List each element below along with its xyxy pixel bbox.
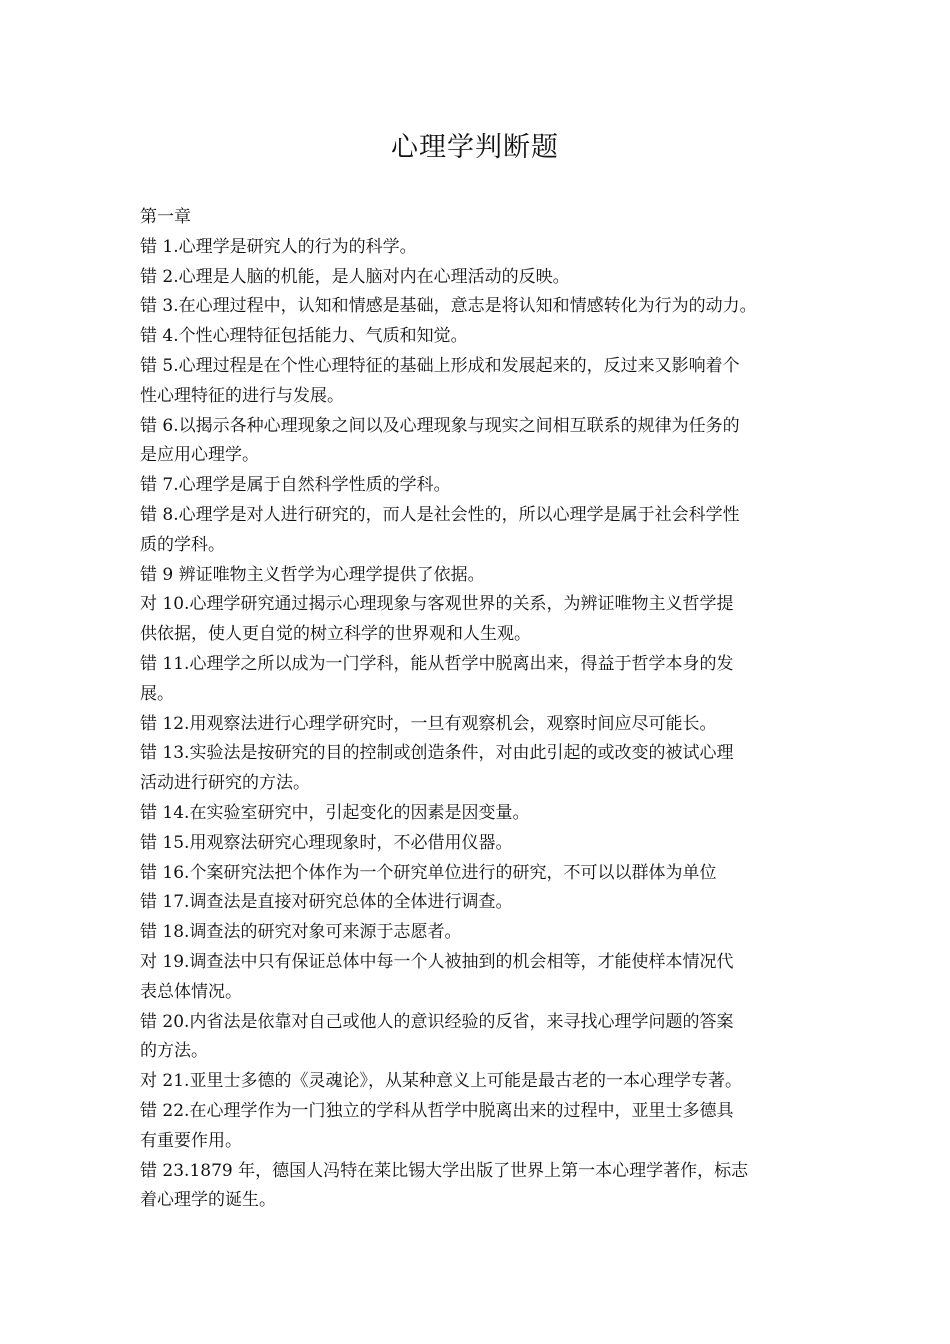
question-text-line: 是应用心理学。 xyxy=(140,445,259,466)
question-item xyxy=(140,322,830,352)
question-item xyxy=(140,561,830,591)
question-text-line: 错 8.心理学是对人进行研究的，而人是社会性的，所以心理学是属于社会科学性 xyxy=(140,504,740,525)
question-text-line: 错 16.个案研究法把个体作为一个研究单位进行的研究，不可以以群体为单位 xyxy=(140,862,717,883)
question-text-line: 的方法。 xyxy=(140,1041,208,1062)
question-item xyxy=(140,292,830,322)
question-text-line: 对 19.调查法中只有保证总体中每一个人被抽到的机会相等，才能使样本情况代 xyxy=(140,951,734,972)
question-text-line: 错 4.个性心理特征包括能力、气质和知觉。 xyxy=(140,326,468,347)
question-text-line: 着心理学的诞生。 xyxy=(140,1190,276,1211)
question-item xyxy=(140,352,830,412)
question-item xyxy=(140,1157,830,1217)
question-text-line: 错 13.实验法是按研究的目的控制或创造条件，对由此引起的或改变的被试心理 xyxy=(140,743,734,764)
question-item xyxy=(140,799,830,829)
question-text-line: 错 5.心理过程是在个性心理特征的基础上形成和发展起来的，反过来又影响着个 xyxy=(140,355,740,376)
question-text-line: 错 15.用观察法研究心理现象时，不必借用仪器。 xyxy=(140,832,513,853)
question-text-line: 错 11.心理学之所以成为一门学科，能从哲学中脱离出来，得益于哲学本身的发 xyxy=(140,653,734,674)
question-item xyxy=(140,590,830,650)
question-text-line: 错 9 辨证唯物主义哲学为心理学提供了依据。 xyxy=(140,564,485,585)
question-item xyxy=(140,263,830,293)
question-item xyxy=(140,948,830,1008)
question-text-line: 对 21.亚里士多德的《灵魂论》，从某种意义上可能是最古老的一本心理学专著。 xyxy=(140,1071,742,1092)
question-text-line: 错 3.在心理过程中，认知和情感是基础，意志是将认知和情感转化为行为的动力。 xyxy=(140,296,757,317)
question-item xyxy=(140,918,830,948)
question-item xyxy=(140,501,830,561)
question-text-line: 错 23.1879 年，德国人冯特在莱比锡大学出版了世界上第一本心理学著作，标志 xyxy=(140,1160,749,1181)
document-title: 心理学判断题 xyxy=(391,132,559,163)
question-text-line: 对 10.心理学研究通过揭示心理现象与客观世界的关系，为辨证唯物主义哲学提 xyxy=(140,594,734,615)
question-text-line: 错 18.调查法的研究对象可来源于志愿者。 xyxy=(140,922,462,943)
question-text-line: 错 1.心理学是研究人的行为的科学。 xyxy=(140,236,417,257)
question-text-line: 质的学科。 xyxy=(140,534,225,555)
question-text-line: 展。 xyxy=(140,683,174,704)
question-item xyxy=(140,233,830,263)
question-item xyxy=(140,710,830,740)
question-text-line: 性心理特征的进行与发展。 xyxy=(140,385,344,406)
question-item xyxy=(140,412,830,472)
question-text-line: 活动进行研究的方法。 xyxy=(140,773,310,794)
question-text-line: 错 20.内省法是依靠对自己或他人的意识经验的反省，来寻找心理学问题的答案 xyxy=(140,1011,734,1032)
question-text-line: 错 17.调查法是直接对研究总体的全体进行调查。 xyxy=(140,892,513,913)
question-item xyxy=(140,1067,830,1097)
document-body xyxy=(140,203,830,1216)
question-text-line: 错 12.用观察法进行心理学研究时，一旦有观察机会，观察时间应尽可能长。 xyxy=(140,713,717,734)
question-item xyxy=(140,650,830,710)
question-item xyxy=(140,888,830,918)
question-text-line: 供依据，使人更自觉的树立科学的世界观和人生观。 xyxy=(140,624,531,645)
question-item xyxy=(140,471,830,501)
question-text-line: 错 6.以揭示各种心理现象之间以及心理现象与现实之间相互联系的规律为任务的 xyxy=(140,415,740,436)
question-text-line: 错 14.在实验室研究中，引起变化的因素是因变量。 xyxy=(140,802,530,823)
question-list xyxy=(140,233,830,1216)
chapter-heading: 第一章 xyxy=(140,207,191,227)
question-text-line: 错 2.心理是人脑的机能，是人脑对内在心理活动的反映。 xyxy=(140,266,570,287)
question-item xyxy=(140,1008,830,1068)
question-text-line: 表总体情况。 xyxy=(140,981,242,1002)
question-item xyxy=(140,859,830,889)
question-item xyxy=(140,1097,830,1157)
question-text-line: 有重要作用。 xyxy=(140,1130,242,1151)
question-text-line: 错 22.在心理学作为一门独立的学科从哲学中脱离出来的过程中，亚里士多德具 xyxy=(140,1100,734,1121)
question-item xyxy=(140,829,830,859)
question-text-line: 错 7.心理学是属于自然科学性质的学科。 xyxy=(140,475,451,496)
question-item xyxy=(140,739,830,799)
